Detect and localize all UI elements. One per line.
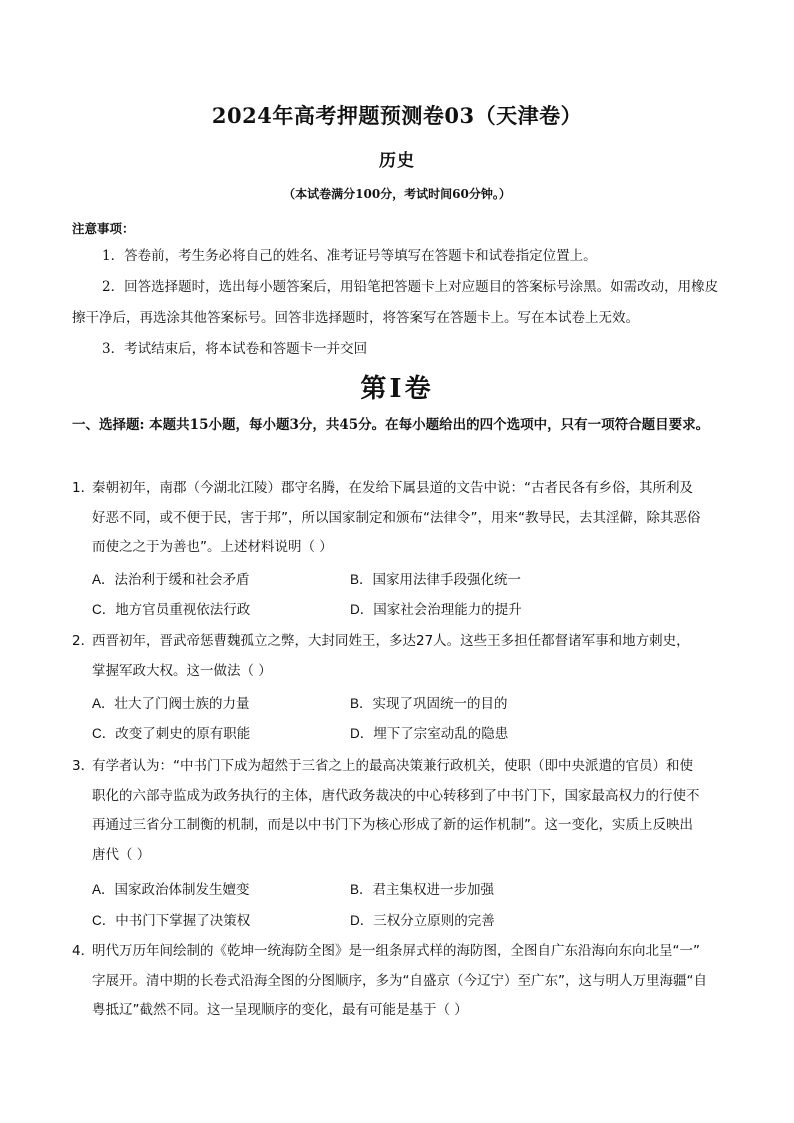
question-line: 再通过三省分工制衡的机制，而是以中书门下为核心形成了新的运作机制”。这一变化，实质上反映出 — [92, 817, 693, 833]
notice-title: 注意事项： — [72, 221, 135, 236]
question-2-option-d[interactable]: D．埋下了宗室动乱的隐患 — [350, 726, 509, 742]
volume-title: 第I卷 — [360, 374, 434, 404]
question-line: 粤抵辽”截然不同。这一呈现顺序的变化，最有可能是基于（ ） — [92, 1002, 468, 1018]
question-line: 秦朝初年，南郡（今湖北江陵）郡守名腾，在发给下属县道的文告中说：“古者民各有乡俗，其所利及 — [92, 480, 693, 496]
question-number: 2． — [72, 633, 95, 649]
exam-title: 2024年高考押题预测卷03（天津卷） — [211, 103, 583, 128]
question-2-option-c[interactable]: C．改变了刺史的原有职能 — [92, 726, 251, 742]
notice-item-3: 3．考试结束后，将本试卷和答题卡一并交回 — [102, 341, 368, 357]
section-header: 一、选择题: 本题共15小题，每小题3分，共45分。在每小题给出的四个选项中，只有一项符合题目要求。 — [72, 417, 710, 433]
question-1-option-d[interactable]: D．国家社会治理能力的提升 — [350, 602, 522, 618]
question-1 — [72, 474, 724, 563]
subject-title: 历史 — [379, 151, 415, 171]
question-1-option-c[interactable]: C．地方官员重视依法行政 — [92, 602, 251, 618]
question-number: 1． — [72, 480, 95, 496]
question-line: 掌握军政大权。这一做法（ ） — [92, 662, 272, 679]
question-line: 唐代（ ） — [92, 846, 151, 863]
question-number: 3． — [72, 758, 95, 774]
question-line: 而使之之于为善也”。上述材料说明（ ） — [92, 539, 333, 555]
question-number: 4． — [72, 943, 95, 959]
question-line: 字展开。清中期的长卷式沿海全图的分图顺序，多为“自盛京（今辽宁）至广东”，这与明人万里海疆“自 — [92, 972, 707, 989]
question-3-option-b[interactable]: B．君主集权进一步加强 — [350, 882, 495, 898]
question-line: 好恶不同，或不便于民，害于邦”，所以国家制定和颁布“法律令”，用来“教导民，去其淫僻，除其恶俗 — [92, 509, 701, 526]
question-2-option-a[interactable]: A．壮大了门阀士族的力量 — [92, 696, 250, 712]
exam-info: （本试卷满分100分，考试时间60分钟。） — [283, 187, 511, 201]
question-2 — [72, 627, 724, 686]
notice-item-2: 2．回答选择题时，选出每小题答案后，用铅笔把答题卡上对应题目的答案标号涂黑。如需改动，用橡皮擦干净后，再选涂其他答案标号。回答非选择题时，将答案写在答题卡上。写在本试卷上无效。 — [72, 279, 719, 326]
question-line: 西晋初年，晋武帝惩曹魏孤立之弊，大封同姓王，多达27人。这些王多担任都督诸军事和地方刺史， — [92, 633, 690, 649]
question-3-option-a[interactable]: A．国家政治体制发生嬗变 — [92, 882, 250, 898]
question-line: 有学者认为：“中书门下成为超然于三省之上的最高决策兼行政机关，使职（即中央派遣的官员）和使 — [92, 758, 693, 774]
question-line: 明代万历年间绘制的《乾坤一统海防全图》是一组条屏式样的海防图，全图自广东沿海向东向北呈“一” — [92, 943, 700, 959]
question-1-option-a[interactable]: A．法治利于缓和社会矛盾 — [92, 572, 250, 588]
notice-item-1: 1．答卷前，考生务必将自己的姓名、准考证号等填写在答题卡和试卷指定位置上。 — [102, 248, 597, 264]
question-line: 职化的六部寺监成为政务执行的主体，唐代政务裁决的中心转移到了中书门下，国家最高权力的行使不 — [92, 787, 700, 804]
question-2-option-b[interactable]: B．实现了巩固统一的目的 — [350, 696, 508, 712]
question-3 — [72, 752, 724, 870]
question-3-option-d[interactable]: D．三权分立原则的完善 — [350, 913, 495, 929]
question-1-option-b[interactable]: B．国家用法律手段强化统一 — [350, 572, 522, 588]
question-3-option-c[interactable]: C．中书门下掌握了决策权 — [92, 913, 251, 929]
question-4 — [72, 937, 724, 1026]
